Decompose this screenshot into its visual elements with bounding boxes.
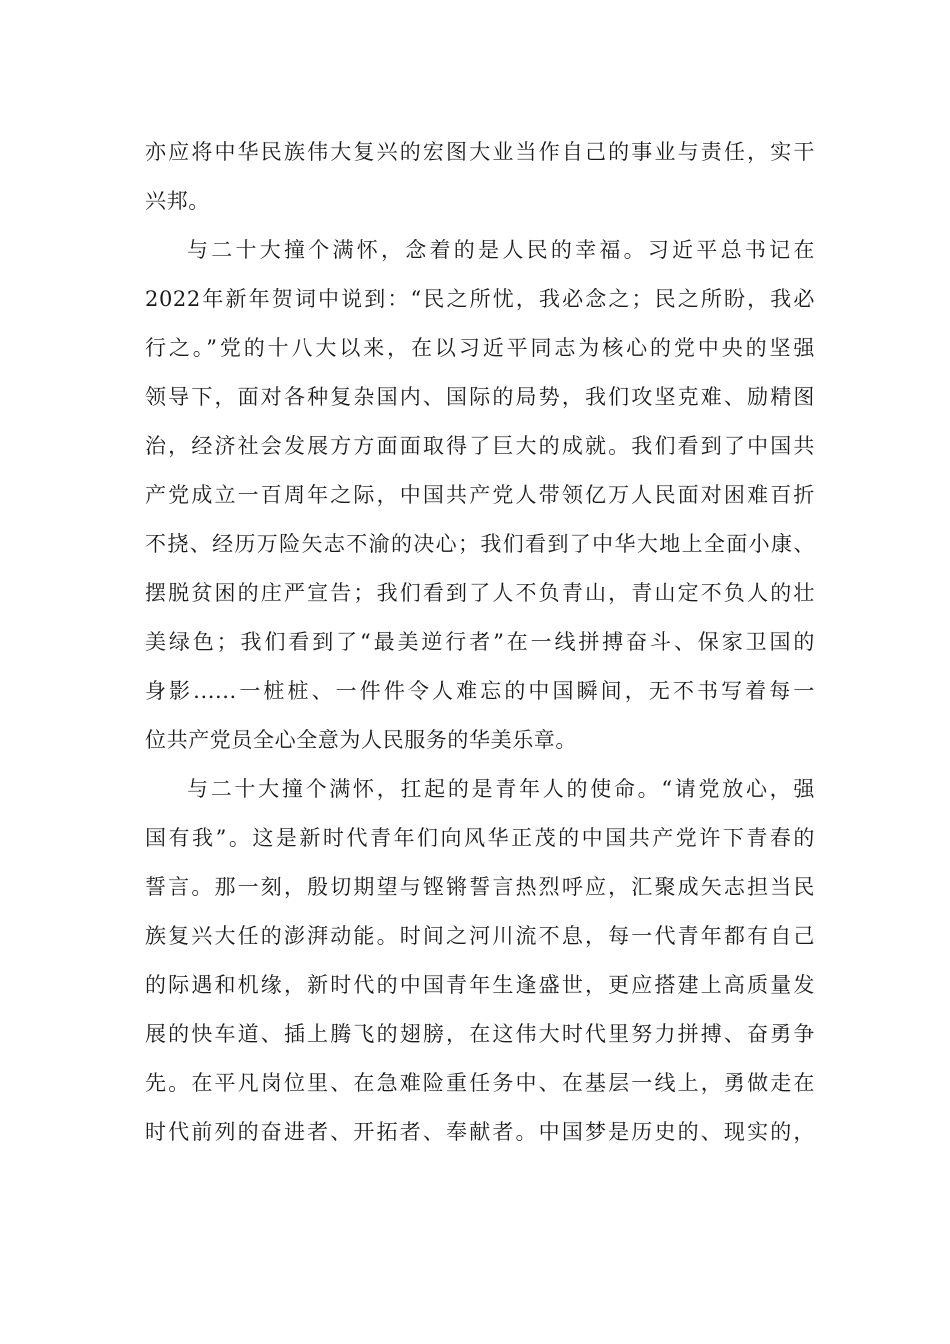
text-line: 的际遇和机缘，新时代的中国青年生逢盛世，更应搭建上高质量发	[145, 973, 815, 997]
text-line: 位共产党员全心全意为人民服务的华美乐章。	[145, 728, 577, 752]
text-line: 与二十大撞个满怀，念着的是人民的幸福。习近平总书记在	[187, 238, 815, 262]
text-line: 时代前列的奋进者、开拓者、奉献者。中国梦是历史的、现实的，	[145, 1120, 815, 1144]
text-line: 誓言。那一刻，殷切期望与铿锵誓言热烈呼应，汇聚成矢志担当民	[145, 875, 815, 899]
text-line: 2022年新年贺词中说到：“民之所忧，我必念之；民之所盼，我必	[145, 287, 815, 311]
text-line: 族复兴大任的澎湃动能。时间之河川流不息，每一代青年都有自己	[145, 924, 815, 948]
text-line: 美绿色；我们看到了“最美逆行者”在一线拼搏奋斗、保家卫国的	[145, 630, 815, 654]
document-body	[145, 128, 815, 1157]
text-line: 领导下，面对各种复杂国内、国际的局势，我们攻坚克难、励精图	[145, 385, 815, 409]
text-line: 治，经济社会发展方方面面取得了巨大的成就。我们看到了中国共	[145, 434, 815, 458]
text-line: 摆脱贫困的庄严宣告；我们看到了人不负青山，青山定不负人的壮	[145, 581, 815, 605]
text-line: 先。在平凡岗位里、在急难险重任务中、在基层一线上，勇做走在	[145, 1071, 815, 1095]
text-line: 展的快车道、插上腾飞的翅膀，在这伟大时代里努力拼搏、奋勇争	[145, 1022, 815, 1046]
text-line: 国有我”。这是新时代青年们向风华正茂的中国共产党许下青春的	[145, 826, 815, 850]
text-line: 不挠、经历万险矢志不渝的决心；我们看到了中华大地上全面小康、	[145, 532, 815, 556]
text-line: 身影......一桩桩、一件件令人难忘的中国瞬间，无不书写着每一	[145, 679, 815, 703]
text-line: 与二十大撞个满怀，扛起的是青年人的使命。“请党放心，强	[187, 777, 815, 801]
text-line: 兴邦。	[145, 189, 210, 213]
text-line: 行之。”党的十八大以来，在以习近平同志为核心的党中央的坚强	[145, 336, 815, 360]
text-line: 亦应将中华民族伟大复兴的宏图大业当作自己的事业与责任，实干	[145, 140, 815, 164]
text-line: 产党成立一百周年之际，中国共产党人带领亿万人民面对困难百折	[145, 483, 815, 507]
